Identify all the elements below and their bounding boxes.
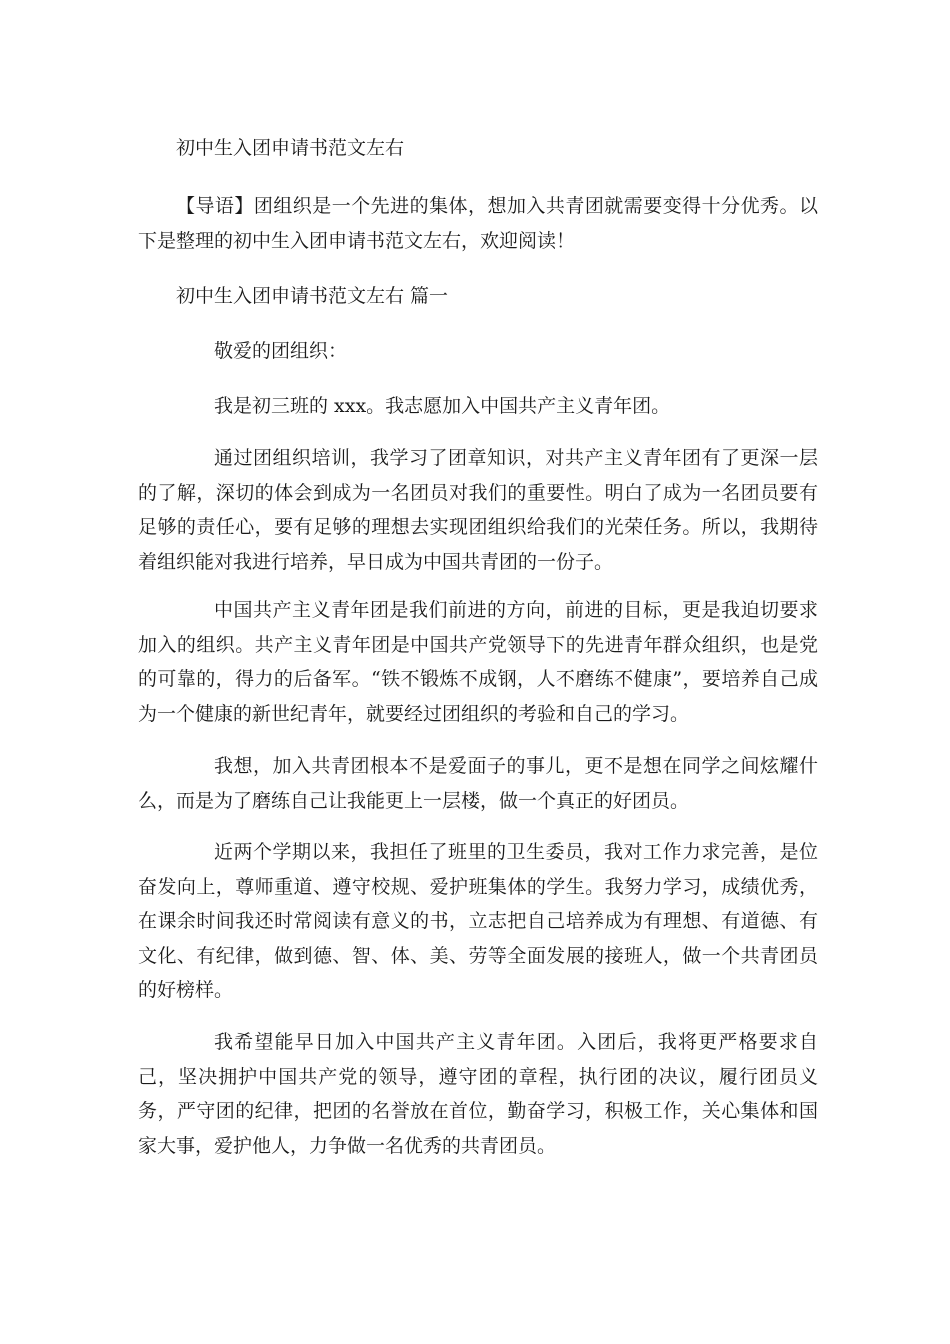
body-paragraph: 我是初三班的 xxx。我志愿加入中国共产主义青年团。 [214,395,671,417]
body-paragraph: 近两个学期以来，我担任了班里的卫生委员，我对工作力求完善，是位奋发向上，尊师重道、遵守校规、爱护班集体的学生。我努力学习，成绩优秀，在课余时间我还时常阅读有意义的书，立志把自己培养成为有理想、有道德、有文化、有纪律，做到德、智、体、美、劳等全面发展的接班人，做一个共青团员的好榜样。 [138,841,818,1001]
salutation: 敬爱的团组织： [214,340,348,362]
body-paragraph: 我希望能早日加入中国共产主义青年团。入团后，我将更严格要求自己，坚决拥护中国共产党的领导，遵守团的章程，执行团的决议，履行团员义务，严守团的纪律，把团的名誉放在首位，勤奋学习，积极工作，关心集体和国家大事，爱护他人，力争做一名优秀的共青团员。 [138,1031,818,1157]
body-paragraph: 我想，加入共青团根本不是爱面子的事儿，更不是想在同学之间炫耀什么，而是为了磨练自己让我能更上一层楼，做一个真正的好团员。 [138,755,818,812]
document-title: 初中生入团申请书范文左右 [176,137,405,159]
section-heading: 初中生入团申请书范文左右 篇一 [176,285,449,307]
intro-paragraph: 【导语】团组织是一个先进的集体，想加入共青团就需要变得十分优秀。以下是整理的初中生入团申请书范文左右，欢迎阅读！ [138,195,818,252]
body-paragraph: 通过团组织培训，我学习了团章知识，对共产主义青年团有了更深一层的了解，深切的体会到成为一名团员对我们的重要性。明白了成为一名团员要有足够的责任心，要有足够的理想去实现团组织给我们的光荣任务。所以，我期待着组织能对我进行培养，早日成为中国共青团的一份子。 [138,447,818,573]
body-paragraph: 中国共产主义青年团是我们前进的方向，前进的目标，更是我迫切要求加入的组织。共产主义青年团是中国共产党领导下的先进青年群众组织，也是党的可靠的，得力的后备军。“铁不锻炼不成钢，人不磨练不健康”，要培养自己成为一个健康的新世纪青年，就要经过团组织的考验和自己的学习。 [138,599,818,725]
